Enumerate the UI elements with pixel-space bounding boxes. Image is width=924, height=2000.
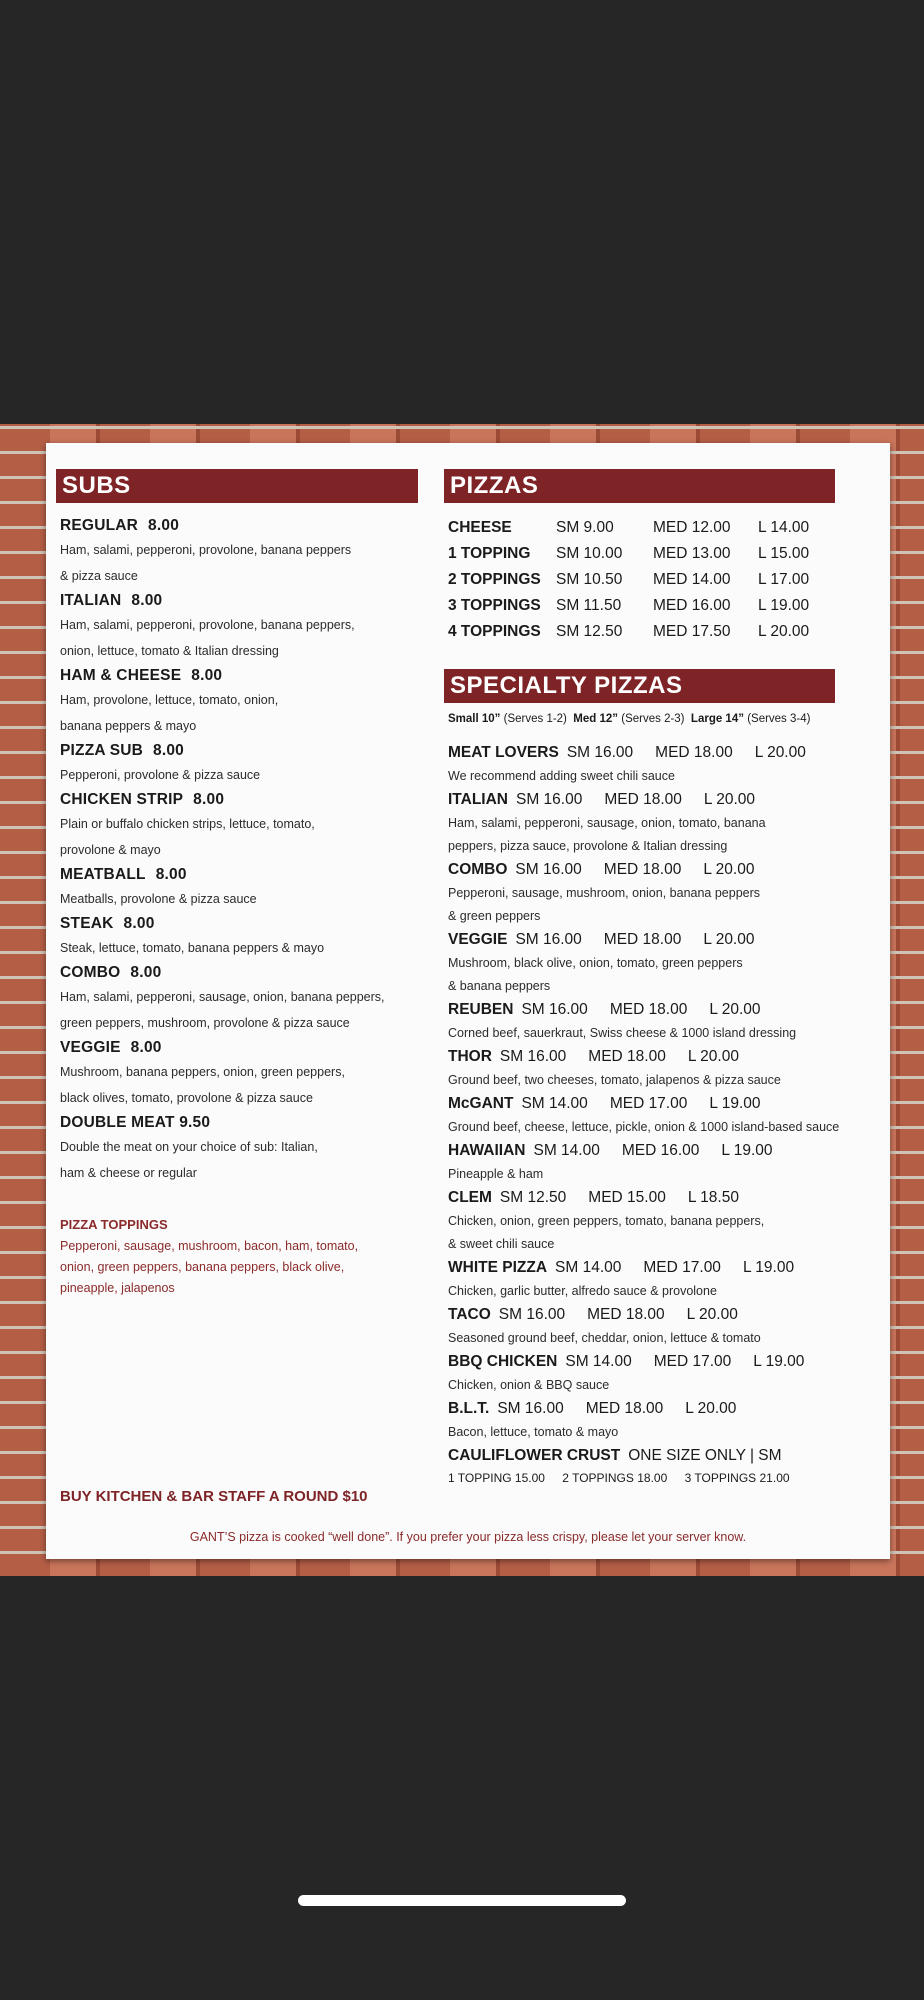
pizza-price-sm: SM 9.00 [556,519,614,536]
pizza-price-sm: SM 10.00 [556,545,623,562]
specialty-desc: Mushroom, black olive, onion, tomato, green peppers [448,956,743,970]
specialty-price-med: MED 18.00 [603,861,682,878]
specialty-price-med: MED 17.00 [643,1259,721,1276]
sub-price: 8.00 [153,742,184,759]
home-indicator[interactable] [298,1895,626,1906]
menu-photo [0,424,924,1576]
double-meat-title: DOUBLE MEAT 9.50 [60,1114,211,1131]
cauliflower-size-note: ONE SIZE ONLY | SM [628,1447,782,1464]
specialty-price-med: MED 16.00 [621,1142,700,1159]
specialty-price-med: MED 15.00 [588,1189,666,1206]
sub-item [60,913,418,961]
toppings-line: Pepperoni, sausage, mushroom, bacon, ham, tomato, [60,1239,359,1253]
specialty-price-sm: SM 14.00 [521,1095,588,1112]
specialty-price-med: MED 18.00 [604,791,682,808]
sub-item [60,864,418,912]
pizza-row [448,593,884,619]
sub-item [60,665,418,739]
specialty-desc: Chicken, onion & BBQ sauce [448,1378,610,1392]
sub-name: HAM & CHEESE [60,667,182,684]
size-med-label: Med 12” [573,713,619,725]
sub-desc: & pizza sauce [60,569,138,583]
specialty-item [448,788,884,858]
specialty-desc: Seasoned ground beef, cheddar, onion, lettuce & tomato [448,1331,761,1345]
subs-column [56,469,418,1299]
specialty-name: McGANT [448,1095,514,1112]
sub-name: COMBO [60,964,121,981]
specialty-price-sm: SM 14.00 [565,1353,632,1370]
specialty-name: THOR [448,1048,492,1065]
sub-desc: onion, lettuce, tomato & Italian dressing [60,644,279,658]
specialty-price-med: MED 18.00 [585,1400,664,1417]
specialty-name: B.L.T. [448,1400,490,1417]
specialty-price-sm: SM 16.00 [499,1048,567,1065]
specialty-price-med: MED 17.00 [653,1353,732,1370]
specialty-item [448,858,884,928]
specialty-item [448,1350,884,1397]
cauliflower-prices [448,1468,884,1488]
specialty-price-sm: SM 16.00 [566,744,634,761]
sub-name: CHICKEN STRIP [60,791,184,808]
sub-desc: Plain or buffalo chicken strips, lettuce, tomato, [60,817,315,831]
specialty-price-l: L 19.00 [753,1353,805,1370]
pizza-price-l: L 14.00 [758,519,810,536]
pizza-name: 2 TOPPINGS [448,571,541,588]
cauliflower-price: 2 TOPPINGS 18.00 [562,1471,668,1485]
sub-desc: black olives, tomato, provolone & pizza sauce [60,1091,313,1105]
specialty-price-l: L 20.00 [703,861,755,878]
sub-desc: Meatballs, provolone & pizza sauce [60,892,257,906]
sub-name: REGULAR [60,517,139,534]
sub-price: 8.00 [191,667,223,684]
toppings-line: onion, green peppers, banana peppers, black olive, [60,1260,345,1274]
sub-price: 8.00 [123,915,155,932]
sub-price: 8.00 [131,592,163,609]
specialty-item [448,1092,884,1139]
pizza-price-l: L 19.00 [758,597,810,614]
specialty-item [448,1397,884,1444]
sub-price: 8.00 [130,964,162,981]
sub-desc: provolone & mayo [60,843,161,857]
specialty-desc: & banana peppers [448,979,551,993]
sub-item [60,740,418,788]
specialty-list [444,741,884,1488]
specialty-name: BBQ CHICKEN [448,1353,558,1370]
pizza-price-med: MED 17.50 [653,623,731,640]
size-large-serves: (Serves 3-4) [747,713,811,725]
specialty-name: HAWAIIAN [448,1142,526,1159]
pizza-price-sm: SM 11.50 [556,597,622,614]
cauliflower-name: CAULIFLOWER CRUST [448,1447,621,1464]
specialty-desc: & sweet chili sauce [448,1237,555,1251]
pizza-price-med: MED 13.00 [653,545,731,562]
specialty-price-sm: SM 16.00 [515,791,583,808]
specialty-name: CLEM [448,1189,492,1206]
specialty-price-l: L 18.50 [687,1189,739,1206]
specialty-item [448,1045,884,1092]
sub-name: MEATBALL [60,866,146,883]
size-med-serves: (Serves 2-3) [621,713,685,725]
specialty-item [448,1256,884,1303]
specialty-price-sm: SM 16.00 [515,931,582,948]
specialty-price-med: MED 18.00 [603,931,682,948]
cauliflower-crust [448,1444,884,1488]
pizza-toppings [56,1214,418,1299]
sub-desc: Steak, lettuce, tomato, banana peppers & mayo [60,941,325,955]
specialty-price-l: L 20.00 [754,744,806,761]
specialty-price-sm: SM 14.00 [555,1259,622,1276]
specialty-sizes [444,713,884,725]
specialty-price-l: L 20.00 [687,1048,739,1065]
specialty-desc: Pepperoni, sausage, mushroom, onion, banana peppers [448,886,761,900]
specialty-item [448,928,884,998]
sub-desc: Ham, salami, pepperoni, provolone, banana peppers [60,543,352,557]
sub-price: 8.00 [155,866,187,883]
pizza-price-med: MED 12.00 [653,519,731,536]
specialty-price-l: L 20.00 [709,1001,761,1018]
specialty-desc: Corned beef, sauerkraut, Swiss cheese & 1000 island dressing [448,1026,797,1040]
pizza-name: 3 TOPPINGS [448,597,541,614]
menu-footer-note: GANT’S pizza is cooked “well done”. If you prefer your pizza less crispy, please let your server know. [189,1530,747,1544]
specialty-name: ITALIAN [448,791,508,808]
sub-name: ITALIAN [60,592,122,609]
specialty-desc: Pineapple & ham [448,1167,544,1181]
specialty-price-med: MED 18.00 [588,1048,666,1065]
specialty-desc: Chicken, garlic butter, alfredo sauce & provolone [448,1284,717,1298]
sub-desc: Mushroom, banana peppers, onion, green peppers, [60,1065,345,1079]
specialty-price-l: L 20.00 [703,931,755,948]
pizza-price-med: MED 14.00 [653,571,731,588]
specialty-price-l: L 20.00 [685,1400,737,1417]
sub-item [60,962,418,1036]
specialty-pizzas-heading: SPECIALTY PIZZAS [444,669,835,703]
menu-board [46,443,890,1559]
specialty-desc: Chicken, onion, green peppers, tomato, banana peppers, [448,1214,765,1228]
sub-name: STEAK [60,915,114,932]
specialty-price-med: MED 18.00 [587,1306,665,1323]
cauliflower-price: 1 TOPPING 15.00 [448,1471,545,1485]
pizza-price-table [444,515,884,645]
specialty-item [448,741,884,788]
sub-desc: Double the meat on your choice of sub: Italian, [60,1140,318,1154]
pizza-price-l: L 17.00 [758,571,810,588]
sub-desc: Ham, salami, pepperoni, provolone, banana peppers, [60,618,355,632]
toppings-line: pineapple, jalapenos [60,1281,175,1295]
sub-item-double-meat [60,1112,418,1186]
specialty-price-sm: SM 14.00 [533,1142,600,1159]
subs-list [56,515,418,1186]
specialty-price-med: MED 18.00 [655,744,733,761]
specialty-desc: Ground beef, two cheeses, tomato, jalapenos & pizza sauce [448,1073,781,1087]
subs-heading: SUBS [56,469,418,503]
sub-desc: Pepperoni, provolone & pizza sauce [60,768,261,782]
specialty-desc: We recommend adding sweet chili sauce [448,769,675,783]
specialty-name: TACO [448,1306,491,1323]
specialty-price-l: L 20.00 [703,791,756,808]
cauliflower-price: 3 TOPPINGS 21.00 [684,1471,790,1485]
pizza-row [448,619,884,645]
sub-item [60,789,418,863]
sub-item [60,590,418,664]
specialty-price-l: L 20.00 [686,1306,738,1323]
sub-price: 8.00 [193,791,225,808]
pizza-row [448,515,884,541]
toppings-title: PIZZA TOPPINGS [60,1217,168,1232]
specialty-item [448,1186,884,1256]
pizza-price-l: L 15.00 [758,545,810,562]
specialty-price-sm: SM 12.50 [499,1189,567,1206]
specialty-price-l: L 19.00 [721,1142,773,1159]
sub-item [60,515,418,589]
size-small-label: Small 10” [448,713,501,725]
specialty-price-l: L 19.00 [742,1259,795,1276]
specialty-name: WHITE PIZZA [448,1259,548,1276]
sub-desc: banana peppers & mayo [60,719,197,733]
pizzas-column [444,469,884,1488]
sub-price: 8.00 [130,1039,162,1056]
pizza-price-sm: SM 12.50 [556,623,623,640]
sub-desc: ham & cheese or regular [60,1166,197,1180]
specialty-name: VEGGIE [448,931,508,948]
specialty-price-sm: SM 16.00 [515,861,582,878]
sub-price: 8.00 [148,517,180,534]
pizza-price-sm: SM 10.50 [556,571,623,588]
pizza-name: 1 TOPPING [448,545,531,562]
sub-name: VEGGIE [60,1039,121,1056]
specialty-name: MEAT LOVERS [448,744,559,761]
specialty-name: REUBEN [448,1001,514,1018]
staff-round-offer: BUY KITCHEN & BAR STAFF A ROUND $10 [60,1488,368,1505]
specialty-desc: & green peppers [448,909,541,923]
pizza-name: 4 TOPPINGS [448,623,541,640]
specialty-desc: Ground beef, cheese, lettuce, pickle, onion & 1000 island-based sauce [448,1120,840,1134]
specialty-name: COMBO [448,861,508,878]
pizza-row [448,567,884,593]
specialty-item [448,998,884,1045]
specialty-price-sm: SM 16.00 [521,1001,588,1018]
specialty-item [448,1303,884,1350]
sub-name: PIZZA SUB [60,742,144,759]
specialty-price-sm: SM 16.00 [498,1306,566,1323]
specialty-price-med: MED 18.00 [609,1001,688,1018]
pizza-price-l: L 20.00 [758,623,810,640]
specialty-desc: peppers, pizza sauce, provolone & Italian dressing [448,839,728,853]
specialty-desc: Bacon, lettuce, tomato & mayo [448,1425,619,1439]
pizza-row [448,541,884,567]
sub-desc: Ham, salami, pepperoni, sausage, onion, banana peppers, [60,990,385,1004]
pizza-name: CHEESE [448,519,512,536]
pizza-price-med: MED 16.00 [653,597,731,614]
specialty-price-med: MED 17.00 [609,1095,688,1112]
specialty-price-sm: SM 16.00 [497,1400,564,1417]
specialty-item [448,1139,884,1186]
sub-item [60,1037,418,1111]
size-large-label: Large 14” [690,713,744,725]
sub-desc: Ham, provolone, lettuce, tomato, onion, [60,693,279,707]
specialty-desc: Ham, salami, pepperoni, sausage, onion, tomato, banana [448,816,766,830]
specialty-price-l: L 19.00 [709,1095,761,1112]
sub-desc: green peppers, mushroom, provolone & pizza sauce [60,1016,350,1030]
pizzas-heading: PIZZAS [444,469,835,503]
size-small-serves: (Serves 1-2) [503,713,567,725]
